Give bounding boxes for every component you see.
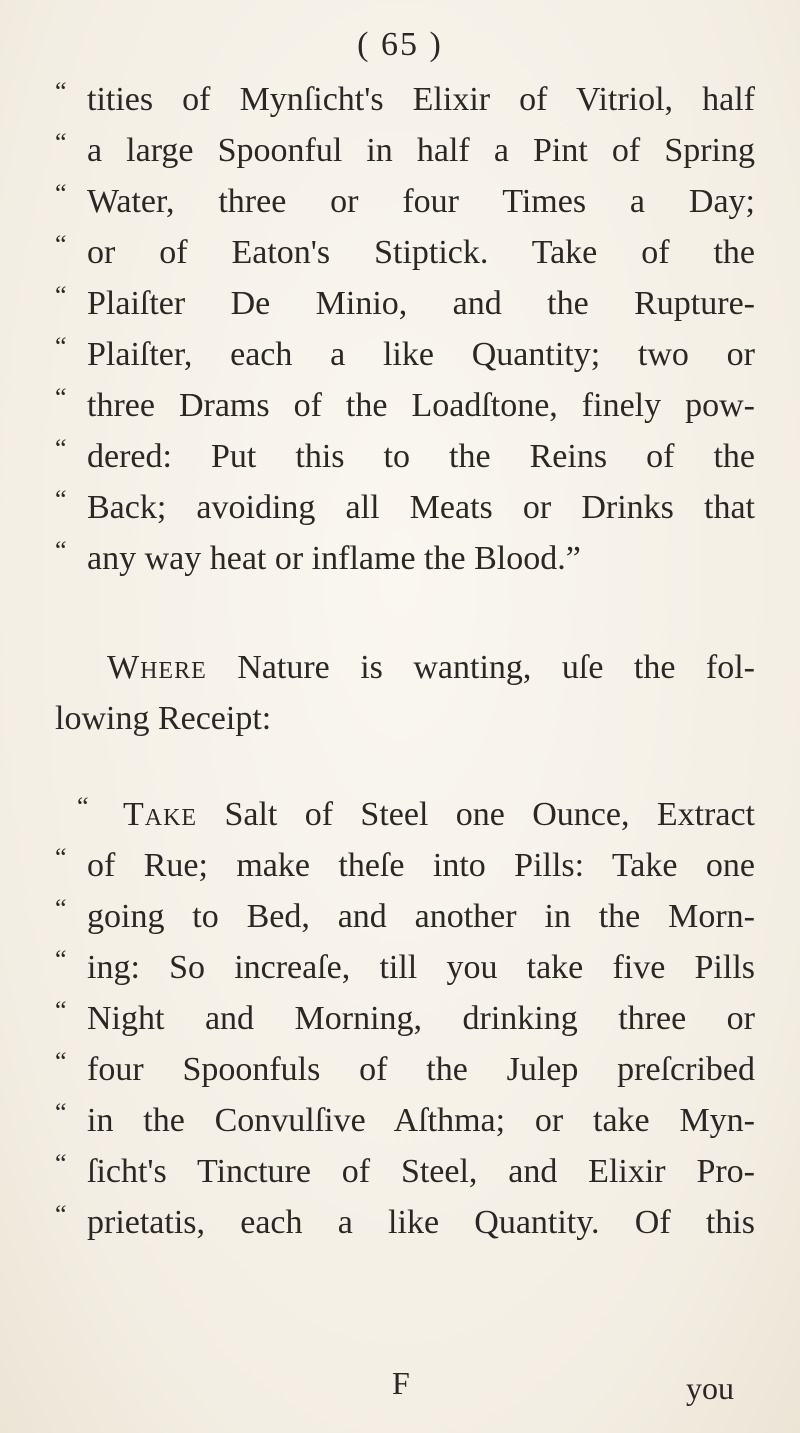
line-text: Back; avoiding all Meats or Drinks that (87, 489, 755, 526)
quote-mark: “ (55, 128, 67, 157)
line-text (107, 648, 755, 688)
line-text: a large Spoonful in half a Pint of Spring (87, 132, 755, 169)
quote-mark: “ (55, 332, 67, 361)
quote-mark: “ (55, 1149, 67, 1178)
line-text: lowing Receipt: (55, 700, 272, 737)
line-text: in the Convulſive Aſthma; or take Myn- (87, 1102, 755, 1139)
line-text: any way heat or inflame the Blood.” (87, 540, 581, 577)
lead-word: Where (107, 649, 207, 686)
line-text: Night and Morning, drinking three or (87, 1000, 755, 1037)
lead-word: Take (123, 796, 198, 833)
quote-mark: “ (55, 77, 67, 106)
line-text: ing: So increaſe, till you take five Pills (87, 949, 755, 986)
quote-mark: “ (55, 996, 67, 1025)
line-text: Water, three or four Times a Day; (87, 183, 755, 220)
signature-mark: F (392, 1365, 410, 1401)
line-text: or of Eaton's Stiptick. Take of the (87, 234, 755, 271)
quote-mark: “ (55, 281, 67, 310)
line-text-rest: Salt of Steel one Ounce, Extract (224, 796, 755, 833)
quote-mark: “ (77, 792, 89, 821)
line-text: four Spoonfuls of the Julep preſcribed (87, 1051, 755, 1088)
quote-mark: “ (55, 230, 67, 259)
catchword: you (686, 1370, 734, 1406)
quote-mark: “ (55, 383, 67, 412)
line-text: Plaiſter, each a like Quantity; two or (87, 336, 755, 373)
line-text: of Rue; make theſe into Pills: Take one (87, 847, 755, 884)
line-text (123, 795, 755, 835)
line-text: dered: Put this to the Reins of the (87, 438, 755, 475)
quote-mark: “ (55, 536, 67, 565)
line-text: tities of Mynſicht's Elixir of Vitriol, half (87, 81, 755, 118)
quote-mark: “ (55, 945, 67, 974)
quote-mark: “ (55, 1200, 67, 1229)
quote-mark: “ (55, 1047, 67, 1076)
quote-mark: “ (55, 485, 67, 514)
line-text: going to Bed, and another in the Morn- (87, 898, 755, 935)
line-text-rest: Nature is wanting, uſe the fol- (237, 649, 756, 686)
line-text: ſicht's Tincture of Steel, and Elixir Pro- (87, 1153, 755, 1190)
quote-mark: “ (55, 894, 67, 923)
quote-mark: “ (55, 1098, 67, 1127)
line-text: Plaiſter De Minio, and the Rupture- (87, 285, 755, 322)
line-text: prietatis, each a like Quantity. Of this (87, 1204, 755, 1241)
quote-mark: “ (55, 843, 67, 872)
page-number: ( 65 ) (357, 26, 443, 63)
line-text: three Drams of the Loadſtone, finely pow- (87, 387, 755, 424)
quote-mark: “ (55, 434, 67, 463)
quote-mark: “ (55, 179, 67, 208)
